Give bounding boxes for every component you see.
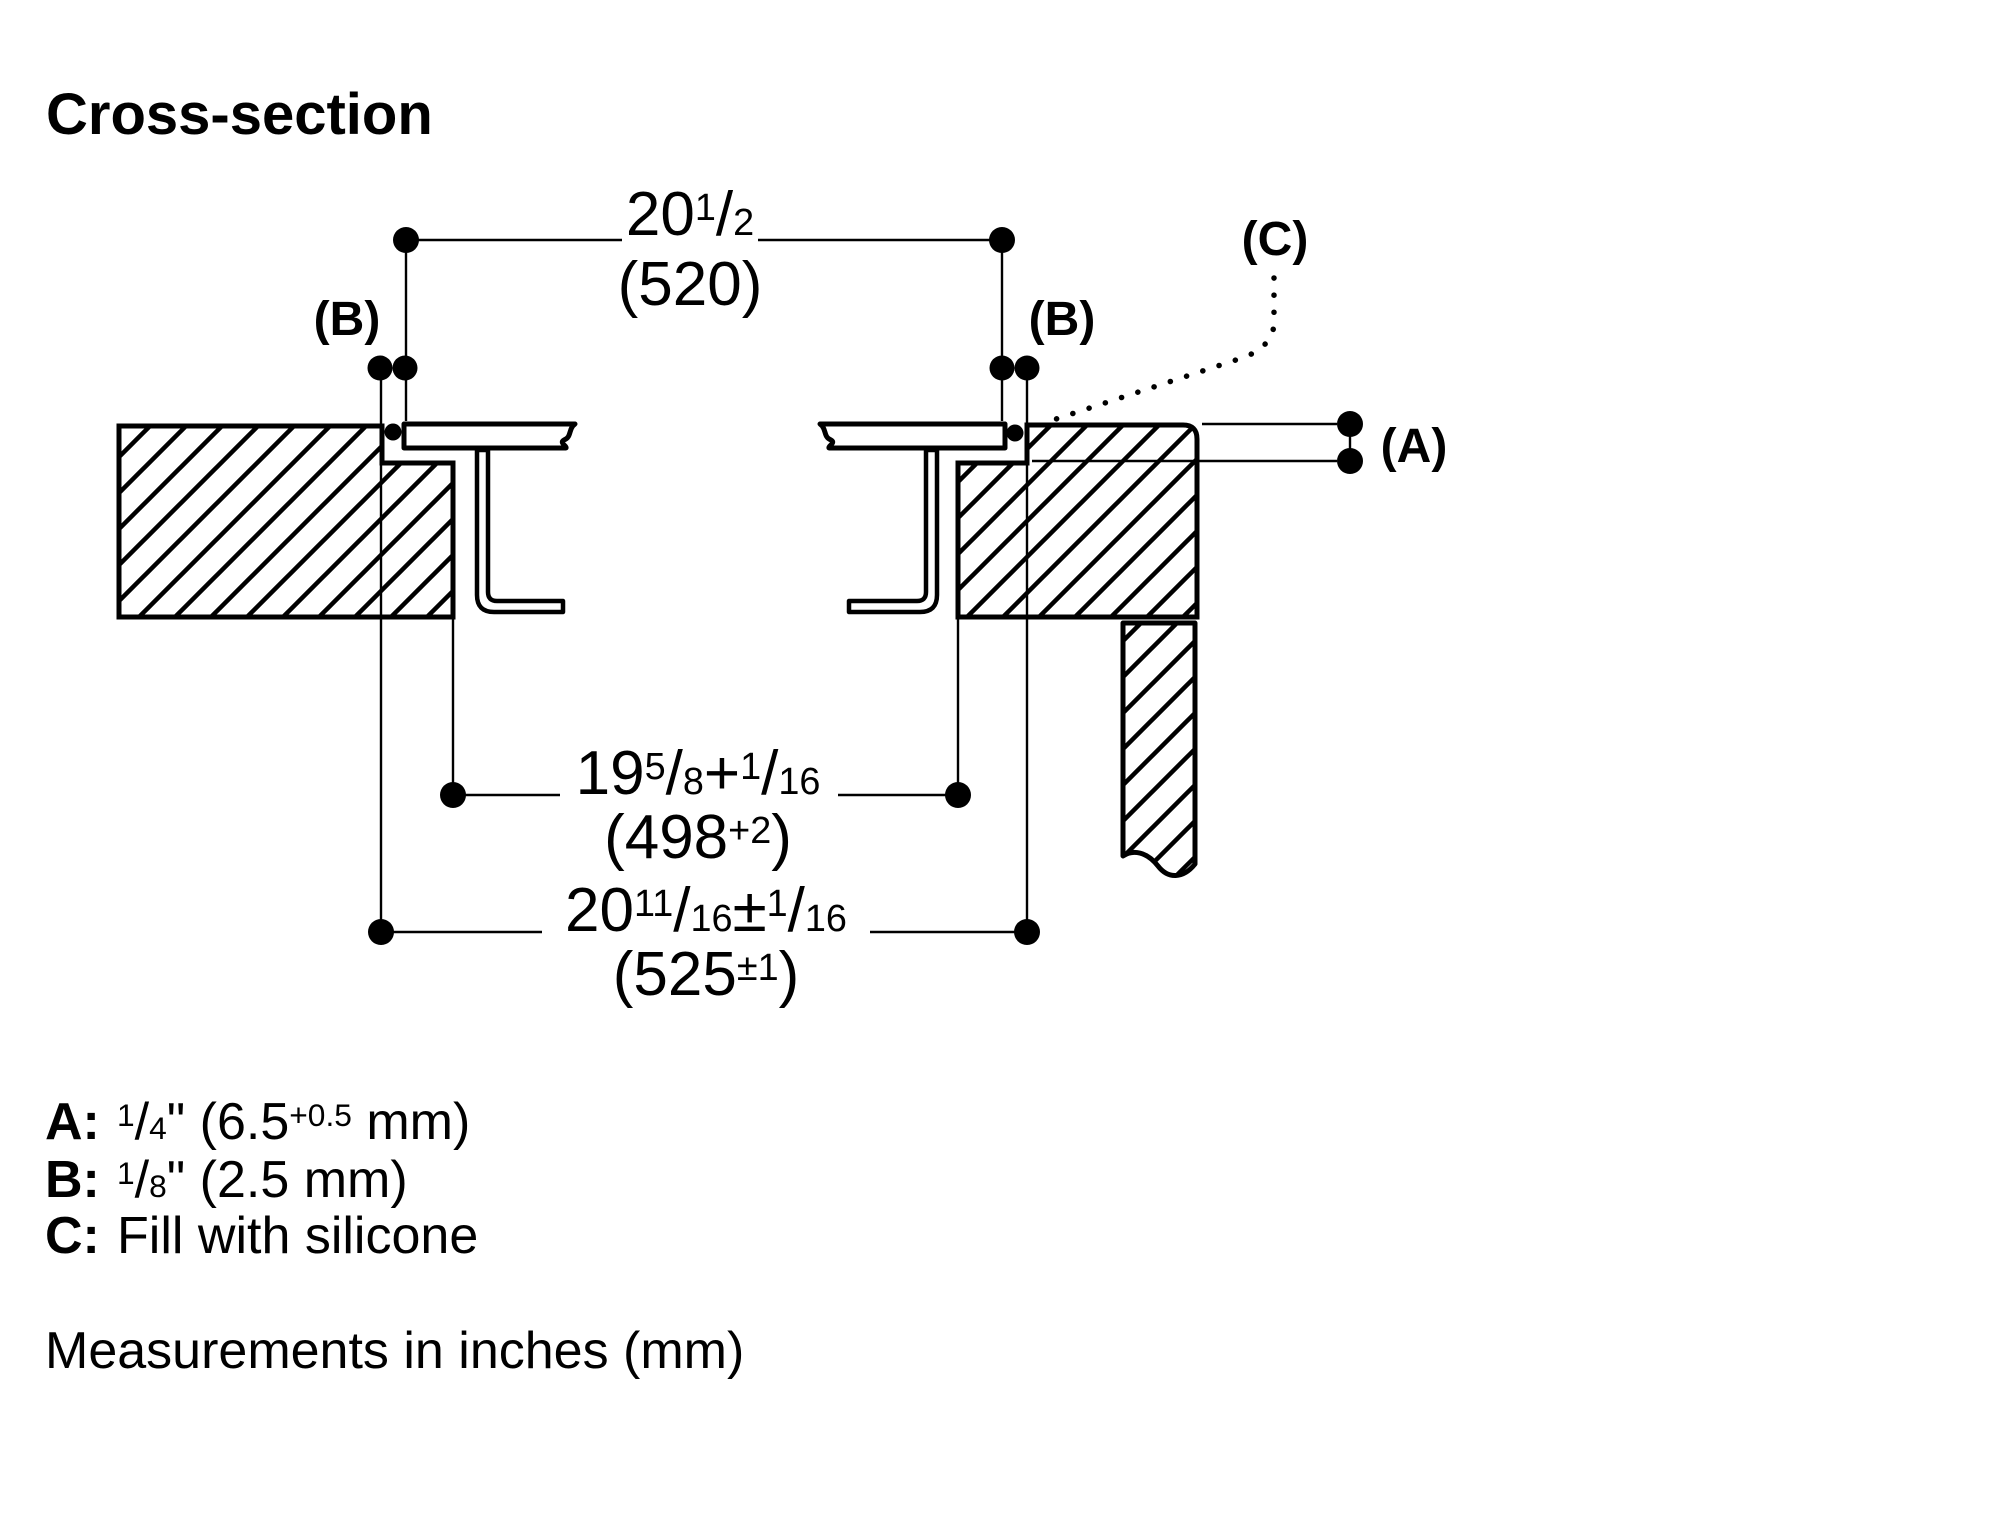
cooktop-flange-left <box>404 424 575 448</box>
measurement-units-note: Measurements in inches (mm) <box>45 1322 745 1380</box>
dim-ledge-width-inch: $19^5/8+^1/16$ <box>575 739 821 808</box>
dimension-lines <box>381 240 1350 932</box>
legend-value-c: Fill with silicone <box>117 1207 479 1265</box>
dim-cutout-width-inch: $20^{11}/16\pm^1/16$ <box>565 876 847 945</box>
legend-key-b: B: <box>45 1151 100 1209</box>
cooktop-profile-right <box>849 450 937 612</box>
cooktop-profile-left <box>477 450 563 612</box>
legend-row-c <box>45 1207 479 1265</box>
label-c: (C) <box>1241 213 1309 266</box>
dim-glass-width-inch: $20^1/2$ <box>625 180 755 249</box>
label-b-left: (B) <box>313 293 381 346</box>
legend-key-a: A: <box>45 1093 100 1151</box>
legend-row-a <box>45 1093 471 1151</box>
countertop-right-section <box>958 425 1197 617</box>
cooktop-flange-right <box>820 424 1005 448</box>
dim-ledge-width-mm: $(498^{+2})$ <box>604 803 792 872</box>
label-b-right: (B) <box>1028 293 1096 346</box>
dim-glass-width-mm: (520) <box>617 250 763 319</box>
legend-row-b <box>45 1151 408 1209</box>
label-a: (A) <box>1380 420 1448 473</box>
dim-cutout-width-mm: $(525^{\pm 1})$ <box>612 940 800 1009</box>
legend-key-c: C: <box>45 1207 100 1265</box>
dimension-dots <box>368 227 1363 945</box>
countertop-left-section <box>119 426 453 617</box>
cabinet-panel <box>1123 623 1195 876</box>
legend-value-b: $^1$/8" (2.5 mm) <box>117 1151 408 1209</box>
page-title: Cross-section <box>46 82 433 147</box>
legend-value-a: $^1$/4" ($6.5^{+0.5}$ mm) <box>117 1093 471 1151</box>
